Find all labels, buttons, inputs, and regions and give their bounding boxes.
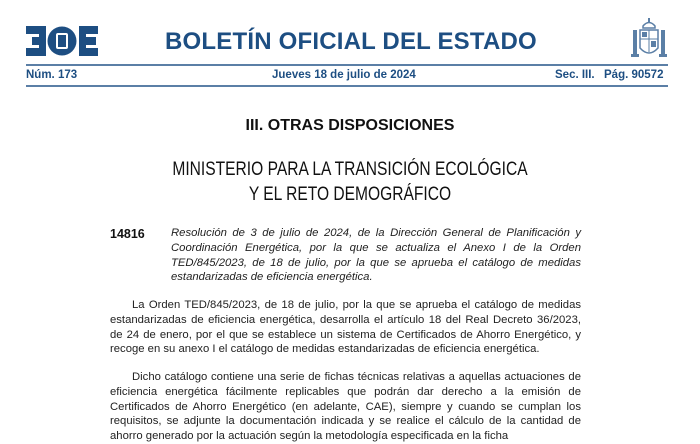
- section-heading: III. OTRAS DISPOSICIONES: [245, 117, 455, 134]
- page-number: Pág. 90572: [604, 69, 664, 81]
- header-rule-top: [26, 64, 668, 66]
- body-paragraph: Dicho catálogo contiene una serie de fichas técnicas relativas a aquellas actuaciones de eficiencia energética fácilmente replicables que podrán dar derecho a la emisión de Certificados de Ahorro Energético (en adelante, CAE), siempre y cuando se cumplan los requisitos, se adjunte la documentación indicada y se realice el cálculo de la cantidad de ahorro generado por la actuación según la metodología especificada en la ficha: [110, 371, 581, 443]
- reference-number: 14816: [110, 227, 145, 241]
- publication-title: BOLETÍN OFICIAL DEL ESTADO: [165, 28, 537, 55]
- section-label: Sec. III.: [555, 69, 595, 81]
- boe-logo-icon: [26, 26, 98, 56]
- ministry-line-1: MINISTERIO PARA LA TRANSICIÓN ECOLÓGICA: [172, 159, 528, 180]
- header-rule-bottom: [26, 85, 668, 87]
- issue-date: Jueves 18 de julio de 2024: [272, 69, 416, 81]
- ministry-heading: [63, 157, 637, 207]
- issue-number: Núm. 173: [26, 69, 78, 81]
- body-paragraph: La Orden TED/845/2023, de 18 de julio, por la que se aprueba el catálogo de medidas estandarizadas de eficiencia energética, desarrolla el artículo 18 del Real Decreto 36/2023, de 24 de enero, por el que se establece un sistema de Certificados de Ahorro Energético, y recoge en su anexo I el catálogo de medidas estandarizadas de eficiencia energética.: [110, 299, 581, 356]
- resolution-title: Resolución de 3 de julio de 2024, de la Dirección General de Planificación y Coordinación Energética, por la que se actualiza el Anexo I de la Orden TED/845/2023, de 18 de julio, por la que se aprueba el catálogo de medidas estandarizadas de eficiencia energética.: [171, 227, 581, 284]
- ministry-line-2: Y EL RETO DEMOGRÁFICO: [248, 184, 452, 205]
- coat-of-arms-icon: [630, 18, 668, 60]
